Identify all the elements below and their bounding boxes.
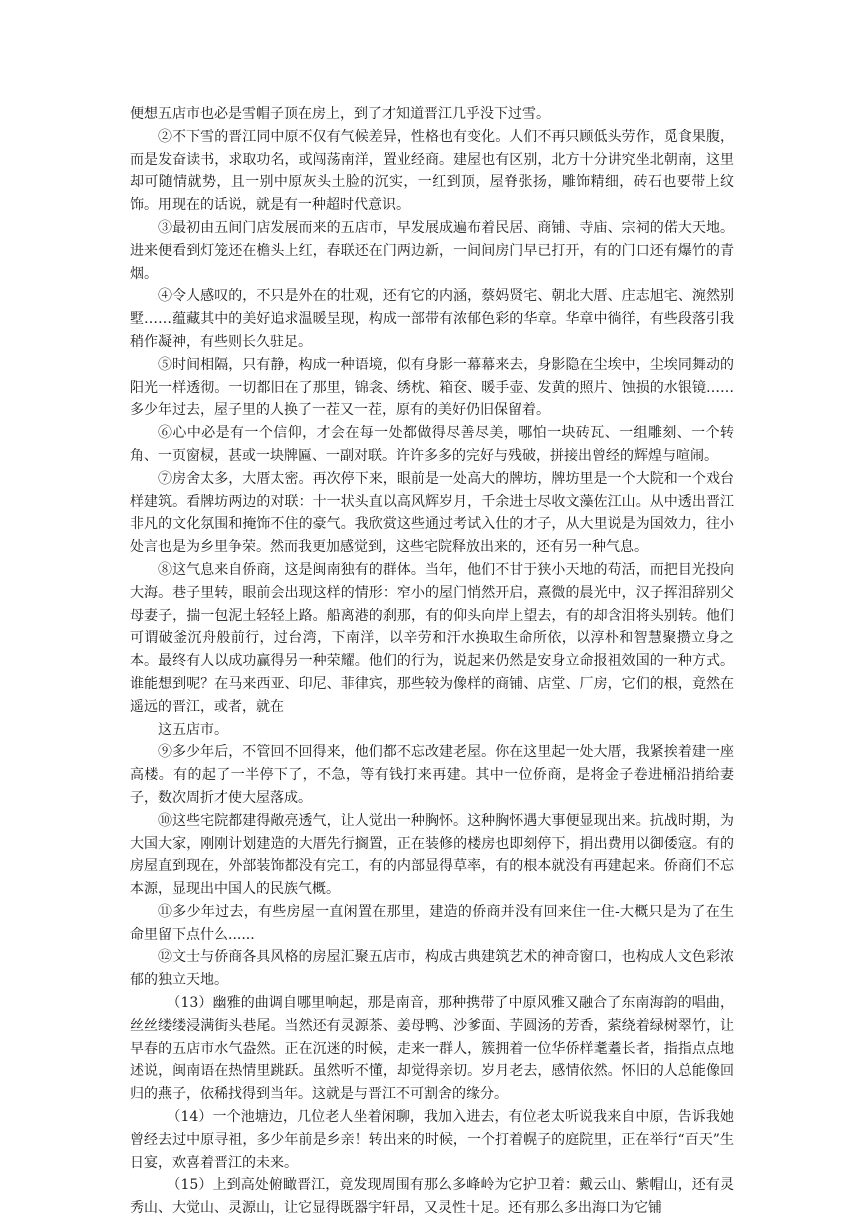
paragraph-4: ④令人感叹的，不只是外在的壮观，还有它的内涵，蔡妈贤宅、朝北大厝、庄志旭宅、涴然别墅……蕴藏其中的美好追求温暖呈现，构成一部带有浓郁色彩的华章。华章中徜徉，有些段落引我稍作凝神，有些则长久驻足。 — [130, 288, 734, 350]
paragraph-10: ⑩这些宅院都建得敞亮透气，让人觉出一种胸怀。这种胸怀遇大事便显现出来。抗战时期，为大国大家，刚刚计划建造的大厝先行搁置，正在装修的楼房也即刻停下，捐出费用以御倭寇。有的房屋直到现在，外部装饰都没有完工，有的内部显得草率，有的根本就没有再建起来。侨商们不忘本源，显现出中国人的民族气概。 — [130, 812, 734, 898]
paragraph-15: （15）上到高处俯瞰晋江，竟发现周围有那么多峰岭为它护卫着：戴云山、紫帽山，还有灵秀山、大觉山、灵源山，让它显得既器宇轩昂，又灵性十足。还有那么多出海口为它铺 — [130, 1177, 734, 1217]
paragraph-12: ⑫文士与侨商各具风格的房屋汇聚五店市，构成古典建筑艺术的神奇窗口，也构成人文色彩浓郁的独立天地。 — [130, 949, 734, 989]
paragraph-8-tail: 这五店市。 — [158, 721, 228, 738]
paragraph-2: ②不下雪的晋江同中原不仅有气候差异，性格也有变化。人们不再只顾低头劳作，觅食果腹，而是发奋读书，求取功名，或闯荡南洋，置业经商。建屋也有区别，北方十分讲究坐北朝南，这里却可随情就势，且一别中原灰头土脸的沉实，一红到顶，屋脊张扬，雕饰精细，砖石也要带上纹饰。用现在的话说，就是有一种超时代意识。 — [130, 128, 734, 214]
paragraph-1-continuation: 便想五店市也必是雪帽子顶在房上，到了才知道晋江几乎没下过雪。 — [130, 106, 550, 122]
paragraph-6: ⑥心中必是有一个信仰，才会在每一处都做得尽善尽美，哪怕一块砖瓦、一组雕刻、一个转角、一页窗棂，甚或一块牌匾、一副对联。许许多多的完好与残破，拼接出曾经的辉煌与喧闹。 — [130, 425, 734, 464]
paragraph-13: （13）幽雅的曲调自哪里响起，那是南音，那种携带了中原风雅又融合了东南海韵的唱曲，丝丝缕缕浸满街头巷尾。当然还有灵源茶、姜母鸭、沙爹面、芋圆汤的芳香，萦绕着绿树翠竹，让早春的五店市水气盎然。正在沉迷的时候，走来一群人，簇拥着一位华侨样耄耋长者，指指点点地述说，闽南语在热情里跳跃。虽然听不懂，却觉得亲切。岁月老去，感情依然。怀旧的人总能像回归的燕子，依稀找得到当年。这就是与晋江不可割舍的缘分。 — [130, 995, 734, 1103]
paragraph-8: ⑧这气息来自侨商，这是闽南独有的群体。当年，他们不甘于狭小天地的苟活，而把目光投向大海。巷子里转，眼前会出现这样的情形：窄小的屋门悄然开启，熹微的晨光中，汉子挥泪辞别父母妻子，揣一包泥土轻轻上路。船离港的刹那，有的仰头向岸上望去，有的却含泪将头别转。他们可谓破釜沉舟般前行，过台湾，下南洋，以辛劳和汗水换取生命所依，以淳朴和智慧聚攒立身之本。最终有人以成功赢得另一种荣耀。他们的行为，说起来仍然是安身立命报祖效国的一种方式。谁能想到呢？在马来西亚、印尼、菲律宾，那些较为像样的商铺、店堂、厂房，它们的根，竟然在遥远的晋江，或者，就在 — [130, 561, 734, 715]
paragraph-14: （14）一个池塘边，几位老人坐着闲聊，我加入进去，有位老太听说我来自中原，告诉我她曾经去过中原寻祖，多少年前是乡亲！转出来的时候，一个打着幌子的庭院里，正在举行“百天”生日宴，欢喜着晋江的未来。 — [130, 1109, 734, 1171]
paragraph-11: ⑪多少年过去，有些房屋一直闲置在那里，建造的侨商并没有回来住一住-大概只是为了在生命里留下点什么...... — [130, 903, 734, 943]
document-page — [130, 103, 734, 1220]
paragraph-9: ⑨多少年后，不管回不回得来，他们都不忘改建老屋。你在这里起一处大厝，我紧挨着建一座高楼。有的起了一半停下了，不急，等有钱打来再建。其中一位侨商，是将金子卷进桶沿捎给妻子，数次周折才使大屋落成。 — [130, 744, 734, 806]
paragraph-3: ③最初由五间门店发展而来的五店市，早发展成遍布着民居、商铺、寺庙、宗祠的偌大天地。进来便看到灯笼还在檐头上红，春联还在门两边新，一间间房门早已打开，有的门口还有爆竹的青烟。 — [130, 219, 734, 282]
paragraph-7: ⑦房舍太多，大厝太密。再次停下来，眼前是一处高大的牌坊，牌坊里是一个大院和一个戏台样建筑。看牌坊两边的对联：十一状头直以高风辉岁月，千余进士尽收文藻佐江山。从中透出晋江非凡的文化氛围和掩饰不住的豪气。我欣赏这些通过考试入仕的才子，从大里说是为国效力，往小处言也是为乡里争荣。然而我更加感觉到，这些宅院释放出来的，还有另一种气息。 — [130, 470, 734, 556]
paragraph-5: ⑤时间相隔，只有静，构成一种语境，似有身影一幕幕来去，身影隐在尘埃中，尘埃同舞动的阳光一样透彻。一切都旧在了那里，锦衾、绣枕、箱奁、暖手壶、发黄的照片、蚀损的水银镜……多少年过去，屋子里的人换了一茬又一茬，原有的美好仍旧保留着。 — [130, 356, 734, 419]
